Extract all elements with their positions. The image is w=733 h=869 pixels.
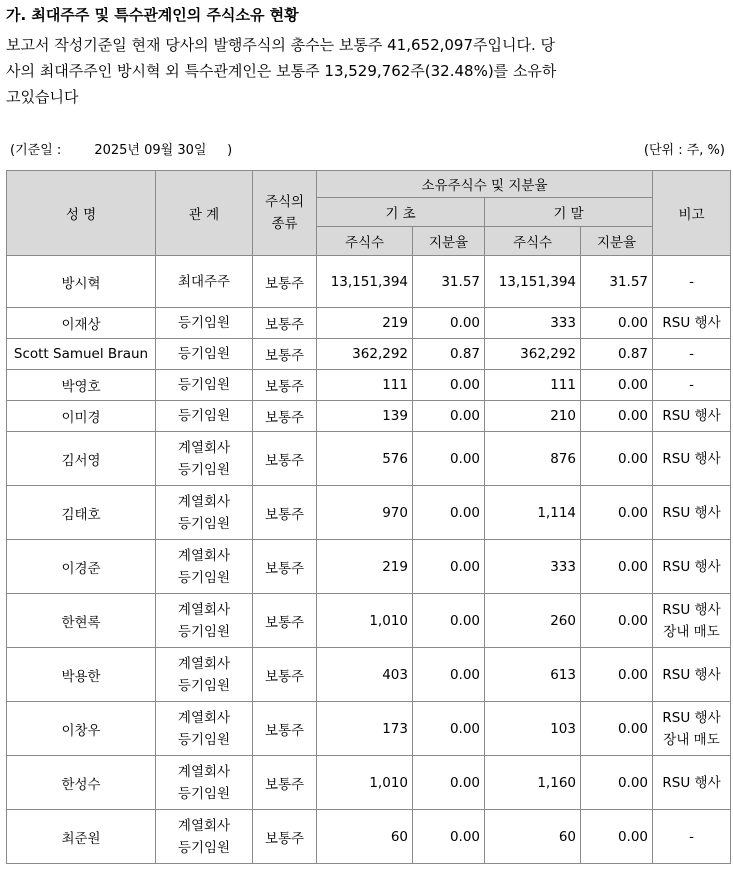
- header-name: 성 명: [7, 171, 156, 256]
- end-ratio: 0.00: [581, 594, 653, 648]
- begin-shares: 60: [317, 810, 413, 864]
- table-row: [7, 702, 731, 756]
- intro-line: 고있습니다: [6, 88, 79, 106]
- begin-shares: 576: [317, 432, 413, 486]
- holder-relation-line: 등기임원: [177, 515, 231, 532]
- end-ratio: 0.00: [581, 308, 653, 339]
- note: [653, 756, 731, 810]
- note: [653, 308, 731, 339]
- end-ratio: 0.00: [581, 432, 653, 486]
- holder-relation-line: 계열회사: [177, 547, 231, 564]
- end-shares: 103: [485, 702, 581, 756]
- holder-name: 방시혁: [7, 256, 156, 308]
- note-line: 장내 매도: [663, 731, 720, 748]
- holder-name: 최준원: [7, 810, 156, 864]
- stock-type: 보통주: [253, 540, 317, 594]
- end-shares: 613: [485, 648, 581, 702]
- note-line: RSU 행사: [662, 666, 721, 683]
- begin-shares: 362,292: [317, 339, 413, 370]
- holder-name: 박용한: [7, 648, 156, 702]
- note-line: RSU 행사: [662, 408, 721, 424]
- section-title: 가. 최대주주 및 특수관계인의 주식소유 현황: [6, 6, 299, 24]
- begin-ratio: 0.00: [413, 432, 485, 486]
- end-ratio: 31.57: [581, 256, 653, 308]
- begin-shares: 970: [317, 486, 413, 540]
- end-ratio: 0.00: [581, 370, 653, 401]
- intro-line: 보고서 작성기준일 현재 당사의 발행주식의 총수는 보통주 41,652,097주입니다. 당: [6, 36, 556, 54]
- table-row: [7, 401, 731, 432]
- table-row: [7, 432, 731, 486]
- table-row: [7, 486, 731, 540]
- unit-label: (단위 : 주, %): [643, 143, 725, 158]
- begin-ratio: 0.00: [413, 370, 485, 401]
- holder-relation-line: 등기임원: [177, 623, 231, 640]
- end-shares: 333: [485, 540, 581, 594]
- end-shares: 60: [485, 810, 581, 864]
- holder-name: 이재상: [7, 308, 156, 339]
- note: [653, 594, 731, 648]
- note: [653, 702, 731, 756]
- holder-name: Scott Samuel Braun: [7, 339, 156, 370]
- table-row: [7, 594, 731, 648]
- table-row: [7, 648, 731, 702]
- holder-relation-line: 계열회사: [177, 439, 231, 456]
- note: [653, 540, 731, 594]
- holder-relation: [156, 810, 253, 864]
- end-ratio: 0.00: [581, 810, 653, 864]
- holder-relation-line: 등기임원: [177, 461, 231, 478]
- holder-relation: [156, 594, 253, 648]
- table-row: [7, 339, 731, 370]
- begin-ratio: 0.00: [413, 308, 485, 339]
- stock-type: 보통주: [253, 432, 317, 486]
- holder-name: 김서영: [7, 432, 156, 486]
- note: [653, 648, 731, 702]
- begin-shares: 139: [317, 401, 413, 432]
- stock-type: 보통주: [253, 810, 317, 864]
- stock-type: 보통주: [253, 648, 317, 702]
- end-shares: 260: [485, 594, 581, 648]
- end-shares: 1,114: [485, 486, 581, 540]
- stock-type: 보통주: [253, 702, 317, 756]
- note-line: RSU 행사: [662, 504, 721, 521]
- holder-relation: [156, 756, 253, 810]
- holder-relation: [156, 432, 253, 486]
- header-stock-type: [253, 171, 317, 256]
- note: [653, 486, 731, 540]
- end-shares: 111: [485, 370, 581, 401]
- end-shares: 362,292: [485, 339, 581, 370]
- holder-relation-line: 계열회사: [177, 655, 231, 672]
- stock-type: 보통주: [253, 339, 317, 370]
- holder-relation: [156, 540, 253, 594]
- note-line: RSU 행사: [662, 601, 721, 618]
- end-ratio: 0.00: [581, 540, 653, 594]
- begin-shares: 13,151,394: [317, 256, 413, 308]
- note-line: 장내 매도: [663, 623, 720, 640]
- holder-relation-line: 계열회사: [177, 493, 231, 510]
- end-shares: 13,151,394: [485, 256, 581, 308]
- header-begin-shares: 주식수: [317, 227, 413, 256]
- holder-relation-line: 최대주주: [177, 273, 231, 290]
- holder-relation: [156, 648, 253, 702]
- end-ratio: 0.00: [581, 702, 653, 756]
- table-row: [7, 370, 731, 401]
- note: [653, 339, 731, 370]
- note-line: RSU 행사: [662, 709, 721, 726]
- header-begin-ratio: 지분율: [413, 227, 485, 256]
- begin-shares: 1,010: [317, 756, 413, 810]
- table-row: [7, 810, 731, 864]
- header-end-shares: 주식수: [485, 227, 581, 256]
- begin-shares: 173: [317, 702, 413, 756]
- holder-relation-line: 등기임원: [177, 408, 231, 424]
- begin-ratio: 0.87: [413, 339, 485, 370]
- holder-relation-line: 등기임원: [177, 785, 231, 802]
- end-shares: 1,160: [485, 756, 581, 810]
- header-end: 기 말: [485, 198, 653, 227]
- begin-ratio: 31.57: [413, 256, 485, 308]
- holder-relation: [156, 339, 253, 370]
- note: [653, 432, 731, 486]
- begin-ratio: 0.00: [413, 540, 485, 594]
- holder-relation: [156, 370, 253, 401]
- begin-ratio: 0.00: [413, 648, 485, 702]
- table-body: [7, 256, 731, 864]
- begin-ratio: 0.00: [413, 756, 485, 810]
- begin-ratio: 0.00: [413, 486, 485, 540]
- begin-ratio: 0.00: [413, 594, 485, 648]
- holder-relation: [156, 702, 253, 756]
- note: [653, 401, 731, 432]
- end-ratio: 0.87: [581, 339, 653, 370]
- holder-name: 이창우: [7, 702, 156, 756]
- stock-type: 보통주: [253, 401, 317, 432]
- holder-relation-line: 등기임원: [177, 569, 231, 586]
- holder-relation: [156, 486, 253, 540]
- holder-relation: [156, 308, 253, 339]
- stock-type: 보통주: [253, 756, 317, 810]
- table-row: [7, 256, 731, 308]
- note: [653, 810, 731, 864]
- header-note: 비고: [653, 171, 731, 256]
- intro-paragraph: [6, 32, 616, 110]
- begin-shares: 403: [317, 648, 413, 702]
- holder-relation-line: 계열회사: [177, 709, 231, 726]
- table-row: [7, 540, 731, 594]
- note-line: RSU 행사: [662, 558, 721, 575]
- note-line: -: [689, 377, 694, 393]
- note: [653, 256, 731, 308]
- holder-name: 박영호: [7, 370, 156, 401]
- holder-name: 이경준: [7, 540, 156, 594]
- holder-relation: [156, 401, 253, 432]
- begin-shares: 111: [317, 370, 413, 401]
- begin-ratio: 0.00: [413, 810, 485, 864]
- holder-relation-line: 등기임원: [177, 346, 231, 362]
- header-begin: 기 초: [317, 198, 485, 227]
- header-holdings: 소유주식수 및 지분율: [317, 171, 653, 198]
- table-row: [7, 308, 731, 339]
- begin-shares: 1,010: [317, 594, 413, 648]
- end-ratio: 0.00: [581, 756, 653, 810]
- holder-name: 한현록: [7, 594, 156, 648]
- header-relation: 관 계: [156, 171, 253, 256]
- stock-type: 보통주: [253, 486, 317, 540]
- note-line: -: [689, 273, 694, 290]
- note-line: -: [689, 828, 694, 845]
- begin-ratio: 0.00: [413, 702, 485, 756]
- end-shares: 333: [485, 308, 581, 339]
- holder-name: 한성수: [7, 756, 156, 810]
- note-line: RSU 행사: [662, 774, 721, 791]
- holder-name: 김태호: [7, 486, 156, 540]
- intro-line: 사의 최대주주인 방시혁 외 특수관계인은 보통주 13,529,762주(32.48%)를 소유하: [6, 62, 557, 80]
- holder-relation-line: 등기임원: [177, 315, 231, 331]
- header-stock-type-line: 주식의: [264, 194, 305, 210]
- holder-relation: [156, 256, 253, 308]
- shareholding-table: [6, 170, 731, 864]
- note-line: RSU 행사: [662, 315, 721, 331]
- stock-type: 보통주: [253, 370, 317, 401]
- begin-shares: 219: [317, 308, 413, 339]
- end-ratio: 0.00: [581, 486, 653, 540]
- note: [653, 370, 731, 401]
- header-end-ratio: 지분율: [581, 227, 653, 256]
- stock-type: 보통주: [253, 256, 317, 308]
- holder-name: 이미경: [7, 401, 156, 432]
- holder-relation-line: 등기임원: [177, 731, 231, 748]
- holder-relation-line: 등기임원: [177, 677, 231, 694]
- stock-type: 보통주: [253, 308, 317, 339]
- end-shares: 876: [485, 432, 581, 486]
- holder-relation-line: 등기임원: [177, 377, 231, 393]
- end-shares: 210: [485, 401, 581, 432]
- stock-type: 보통주: [253, 594, 317, 648]
- holder-relation-line: 계열회사: [177, 817, 231, 834]
- end-ratio: 0.00: [581, 648, 653, 702]
- note-line: RSU 행사: [662, 450, 721, 467]
- holder-relation-line: 등기임원: [177, 839, 231, 856]
- holder-relation-line: 계열회사: [177, 763, 231, 780]
- begin-shares: 219: [317, 540, 413, 594]
- note-line: -: [689, 346, 694, 362]
- table-row: [7, 756, 731, 810]
- header-stock-type-line: 종류: [271, 216, 298, 232]
- base-date-label: (기준일 : 2025년 09월 30일 ): [10, 143, 233, 158]
- holder-relation-line: 계열회사: [177, 601, 231, 618]
- end-ratio: 0.00: [581, 401, 653, 432]
- begin-ratio: 0.00: [413, 401, 485, 432]
